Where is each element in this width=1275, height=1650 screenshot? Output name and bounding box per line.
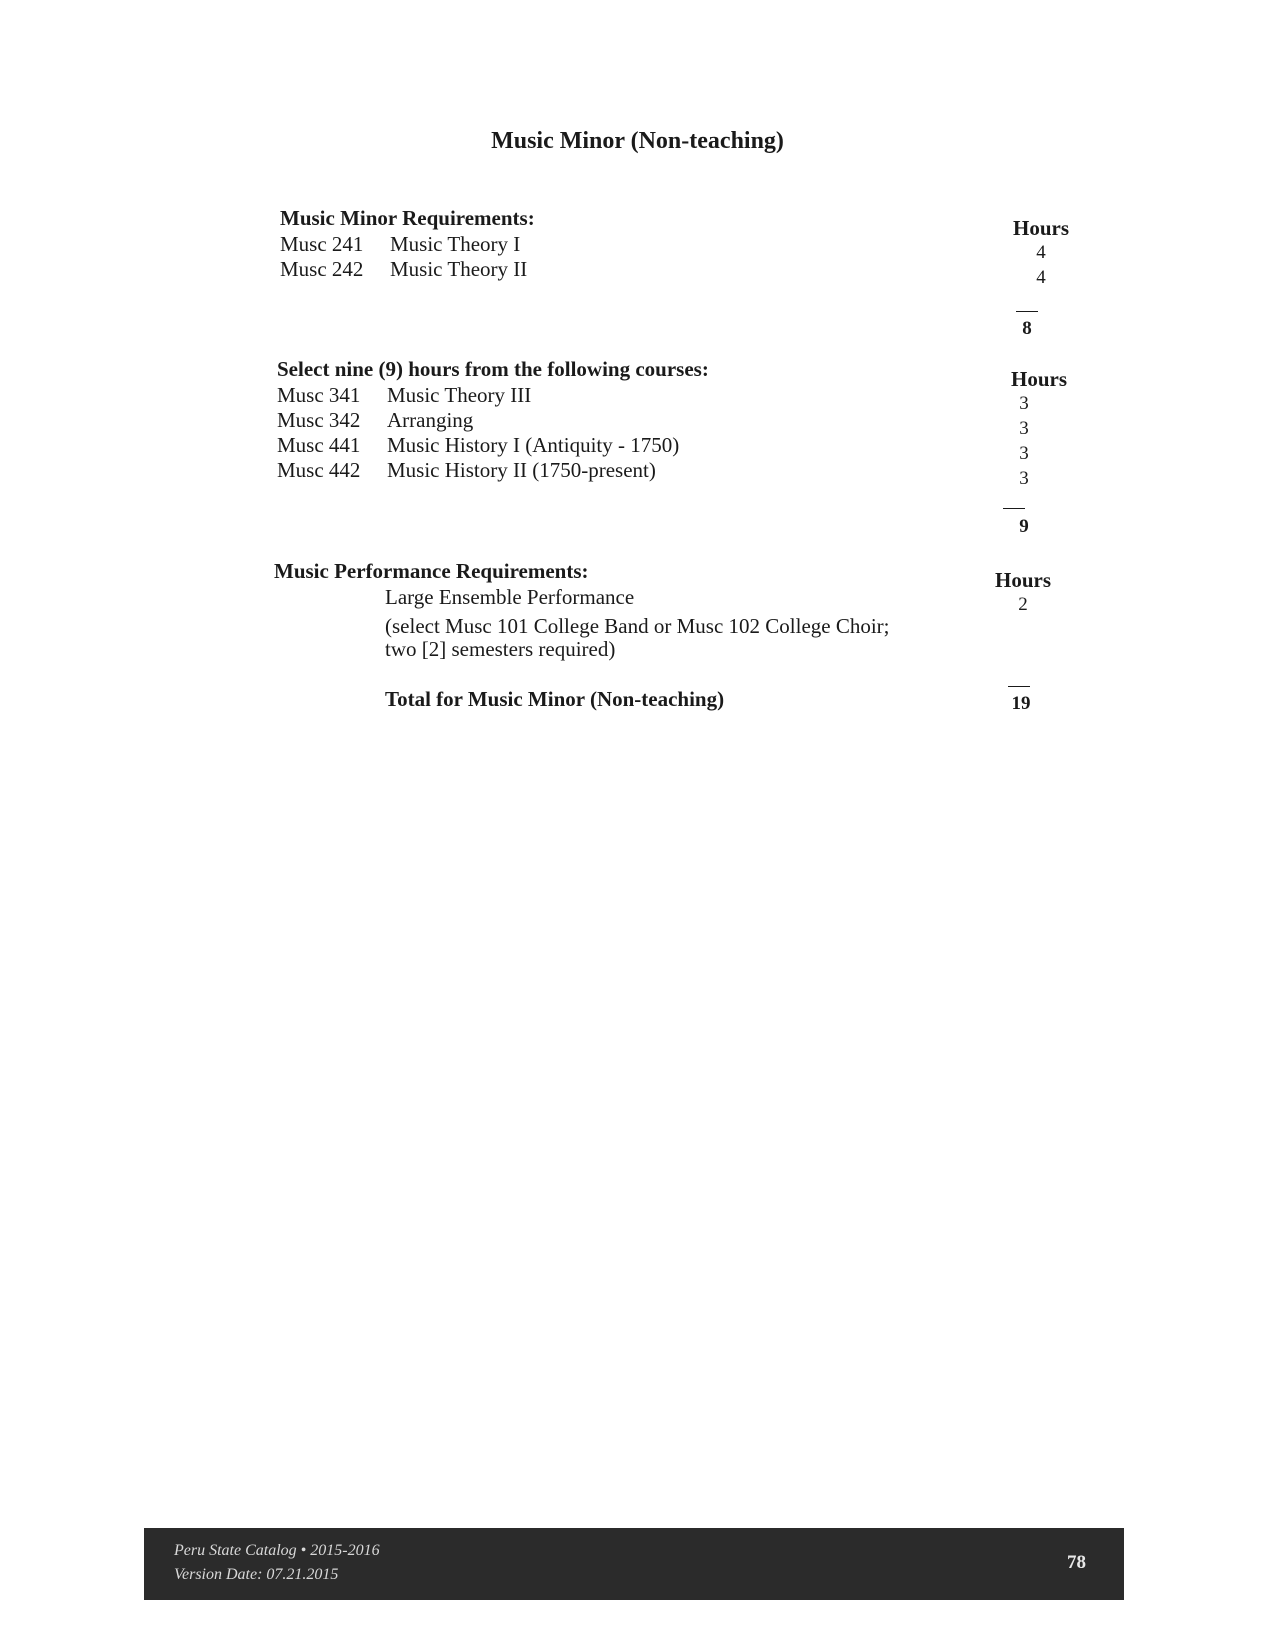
performance-note: (select Musc 101 College Band or Musc 102 College Choir; — [385, 614, 890, 638]
total-value: 19 — [1011, 693, 1031, 714]
footer-bar — [144, 1528, 1124, 1600]
course-title: Music Theory III — [387, 383, 532, 407]
performance-item: Large Ensemble Performance — [385, 585, 635, 609]
course-code: Musc 441 — [277, 433, 361, 457]
course-hours: 4 — [1036, 242, 1046, 263]
course-title: Music Theory II — [390, 257, 528, 281]
course-code: Musc 241 — [280, 232, 364, 256]
course-hours: 3 — [1019, 418, 1029, 439]
performance-hours: 2 — [1018, 594, 1028, 615]
course-code: Musc 341 — [277, 383, 361, 407]
requirements-subtotal: 8 — [1022, 318, 1032, 339]
subtotal-rule — [1003, 508, 1025, 509]
total-label: Total for Music Minor (Non-teaching) — [385, 687, 725, 711]
requirements-heading: Music Minor Requirements: — [280, 206, 535, 230]
course-hours: 4 — [1036, 267, 1046, 288]
electives-subtotal: 9 — [1019, 516, 1029, 537]
course-code: Musc 242 — [280, 257, 364, 281]
course-title: Music History I (Antiquity - 1750) — [387, 433, 680, 457]
page-title: Music Minor (Non-teaching) — [491, 128, 784, 154]
course-title: Arranging — [387, 408, 474, 432]
footer-version: Version Date: 07.21.2015 — [174, 1566, 339, 1583]
course-hours: 3 — [1019, 468, 1029, 489]
footer-catalog: Peru State Catalog • 2015-2016 — [174, 1542, 380, 1559]
course-hours: 3 — [1019, 443, 1029, 464]
course-title: Music Theory I — [390, 232, 521, 256]
performance-hours-label: Hours — [994, 568, 1051, 592]
course-code: Musc 442 — [277, 458, 361, 482]
performance-heading: Music Performance Requirements: — [274, 559, 589, 583]
course-title: Music History II (1750-present) — [387, 458, 656, 482]
electives-heading: Select nine (9) hours from the following courses: — [277, 357, 709, 381]
course-code: Musc 342 — [277, 408, 361, 432]
subtotal-rule — [1016, 311, 1038, 312]
performance-note: two [2] semesters required) — [385, 637, 616, 661]
electives-hours-label: Hours — [1010, 367, 1067, 391]
requirements-hours-label: Hours — [1012, 216, 1069, 240]
page-number: 78 — [1067, 1552, 1086, 1573]
course-hours: 3 — [1019, 393, 1029, 414]
total-rule — [1008, 686, 1030, 687]
